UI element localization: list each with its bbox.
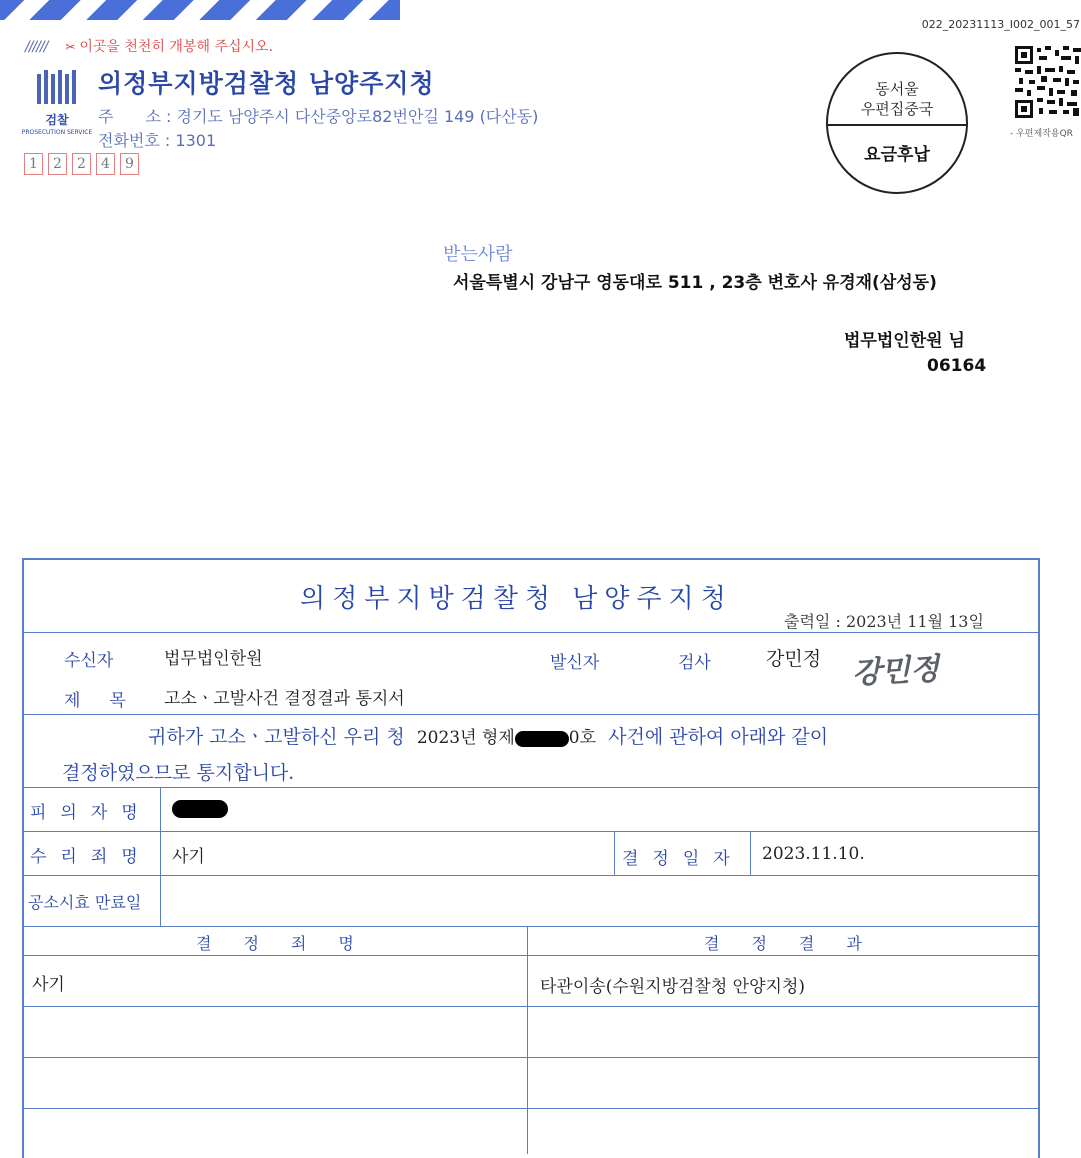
qr-code-icon: [1015, 46, 1081, 118]
sender-phone: [98, 128, 216, 151]
accepted-charge-label: 수리죄명: [30, 847, 152, 867]
zip-digit: 4: [96, 153, 115, 175]
qr-caption: - 우편제작용QR: [1010, 129, 1073, 139]
form-rule: [614, 831, 615, 875]
form-rule: [22, 787, 1040, 788]
form-rule: [22, 1108, 1040, 1109]
receiver-value: 법무법인한원: [164, 649, 263, 669]
decision-result-header: 결정결과: [704, 934, 894, 953]
postage-postmark: [826, 52, 968, 194]
decision-date-label: 결정일자: [622, 849, 744, 869]
suspect-label: 피의자명: [30, 803, 152, 823]
form-rule: [160, 787, 161, 926]
envelope-stripe-border: [0, 0, 400, 20]
case-number: [417, 728, 596, 748]
decision-date-value: 2023.11.10.: [762, 844, 865, 864]
postmark-line2: 우편집중국: [860, 100, 934, 118]
sender-agency-name: 의정부지방검찰청 남양주지청: [98, 69, 435, 98]
limitation-label: 공소시효 만료일: [28, 893, 142, 912]
prosecutor-label: 검사: [678, 653, 711, 673]
notice-line-1: [148, 722, 828, 749]
prosecutor-name: 강민정: [766, 648, 822, 670]
form-rule: [22, 632, 1040, 633]
suspect-redaction: [172, 800, 228, 818]
postmark-line3: 요금후납: [864, 145, 930, 165]
scissors-icon: ✂: [65, 40, 76, 54]
notice-line-2: 결정하였으므로 통지합니다.: [62, 762, 295, 784]
form-rule: [22, 1006, 1040, 1007]
address-label: 주 소 :: [98, 107, 172, 126]
form-rule: [22, 955, 1040, 956]
phone-value: 1301: [175, 131, 217, 150]
sender-zip-boxes: [24, 153, 139, 175]
postmark-line1: 동서울: [875, 80, 919, 98]
case-number-suffix: 0호: [568, 728, 597, 748]
tear-notice-text: 이곳을 천천히 개봉해 주십시오.: [79, 39, 273, 55]
receiver-label: 수신자: [64, 651, 114, 671]
zip-digit: 2: [48, 153, 67, 175]
table-row-result: 타관이송(수원지방검찰청 안양지청): [540, 977, 805, 997]
table-row-charge: 사기: [32, 975, 65, 995]
form-rule: [22, 714, 1040, 715]
notice-part1: 귀하가 고소ㆍ고발하신 우리 청: [148, 726, 405, 748]
subject-value: 고소ㆍ고발사건 결정결과 통지서: [164, 689, 405, 709]
address-value: 경기도 남양주시 다산중앙로82번안길 149 (다산동): [176, 107, 539, 126]
form-rule: [22, 926, 1040, 927]
form-rule: [22, 875, 1040, 876]
zip-digit: 1: [24, 153, 43, 175]
form-rule: [527, 926, 528, 1154]
recipient-label: 받는사람: [443, 244, 513, 265]
print-date-value: 2023년 11월 13일: [845, 612, 984, 631]
phone-label: 전화번호 :: [98, 131, 171, 150]
postmark-divider: [828, 124, 966, 126]
accepted-charge-value: 사기: [172, 847, 205, 867]
redaction-mark: [515, 731, 569, 747]
print-date: [784, 609, 984, 632]
zip-digit: 9: [120, 153, 139, 175]
recipient-name: 법무법인한원 님: [844, 331, 965, 351]
form-rule: [22, 1057, 1040, 1058]
logo-text-en: PROSECUTION SERVICE: [21, 129, 93, 136]
prosecutor-signature: 강민정: [851, 651, 940, 692]
decided-charge-header: 결정죄명: [196, 934, 386, 953]
document-code: 022_20231113_I002_001_57: [921, 18, 1080, 31]
form-title: 의정부지방검찰청 남양주지청: [300, 584, 733, 614]
case-number-prefix: 2023년 형제: [416, 728, 515, 748]
recipient-address: 서울특별시 강남구 영동대로 511 , 23층 변호사 유경재(삼성동): [453, 273, 937, 293]
form-rule: [22, 831, 1040, 832]
sender-address: [98, 104, 538, 127]
tear-notice: [25, 36, 273, 56]
notice-part2: 사건에 관하여 아래와 같이: [608, 726, 829, 748]
logo-text-ko: 검찰: [45, 113, 69, 127]
prosecution-logo: [21, 70, 93, 136]
subject-label: 제 목: [64, 691, 132, 711]
tear-hatch: //////: [25, 39, 48, 55]
form-rule: [750, 831, 751, 875]
zip-digit: 2: [72, 153, 91, 175]
sender-label: 발신자: [550, 653, 600, 673]
recipient-zip: 06164: [927, 356, 987, 376]
print-date-label: 출력일 :: [784, 612, 841, 631]
